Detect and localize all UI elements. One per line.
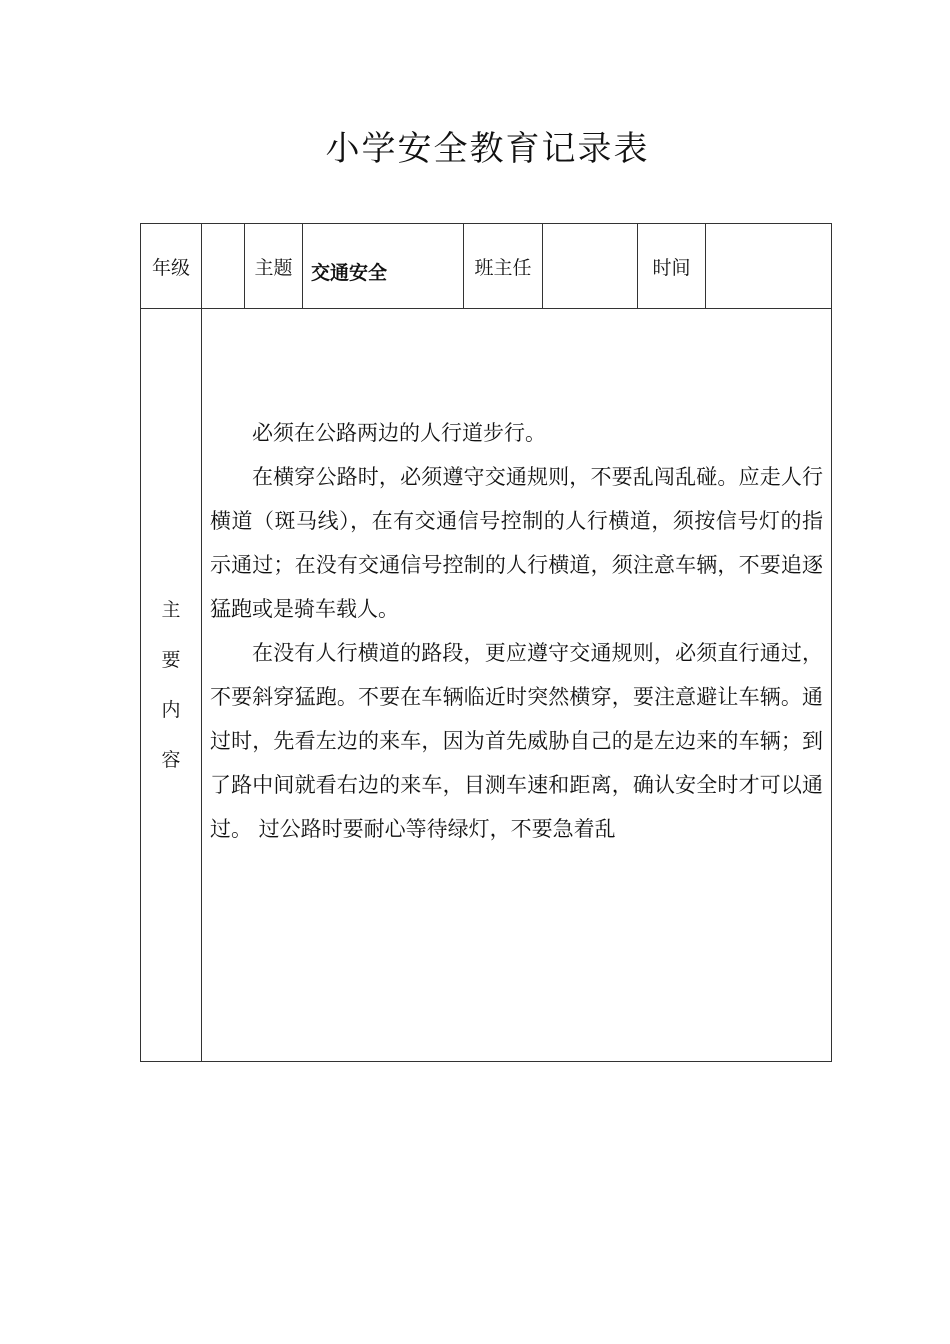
header-row [141,224,832,309]
main-content-body [202,309,832,1062]
main-content-label-char: 要 [161,649,181,671]
record-table [140,223,832,1062]
main-content-label-char: 主 [161,599,181,621]
grade-value [202,224,245,309]
content-paragraph: 在横穿公路时，必须遵守交通规则，不要乱闯乱碰。应走人行横道（斑马线），在有交通信号控制的人行横道，须按信号灯的指示通过；在没有交通信号控制的人行横道，须注意车辆，不要追逐猛跑或是骑车载人。 [210,465,823,621]
teacher-label: 班主任 [464,224,543,309]
content-paragraph: 必须在公路两边的人行道步行。 [252,421,546,445]
time-value [706,224,832,309]
document-title: 小学安全教育记录表 [325,129,650,169]
main-content-label-char: 容 [161,749,181,771]
topic-value: 交通安全 [303,224,464,309]
grade-label: 年级 [141,224,202,309]
content-row [141,309,832,1062]
topic-label: 主题 [245,224,303,309]
main-content-label-char: 内 [161,699,181,721]
main-content-label [141,309,202,1062]
teacher-value [543,224,638,309]
time-label: 时间 [638,224,706,309]
content-paragraph: 在没有人行横道的路段，更应遵守交通规则，必须直行通过，不要斜穿猛跑。不要在车辆临近时突然横穿，要注意避让车辆。通过时，先看左边的来车，因为首先威胁自己的是左边来的车辆；到了路中间就看右边的来车，目测车速和距离，确认安全时才可以通过。 过公路时要耐心等待绿灯，不要急着乱 [210,641,823,841]
